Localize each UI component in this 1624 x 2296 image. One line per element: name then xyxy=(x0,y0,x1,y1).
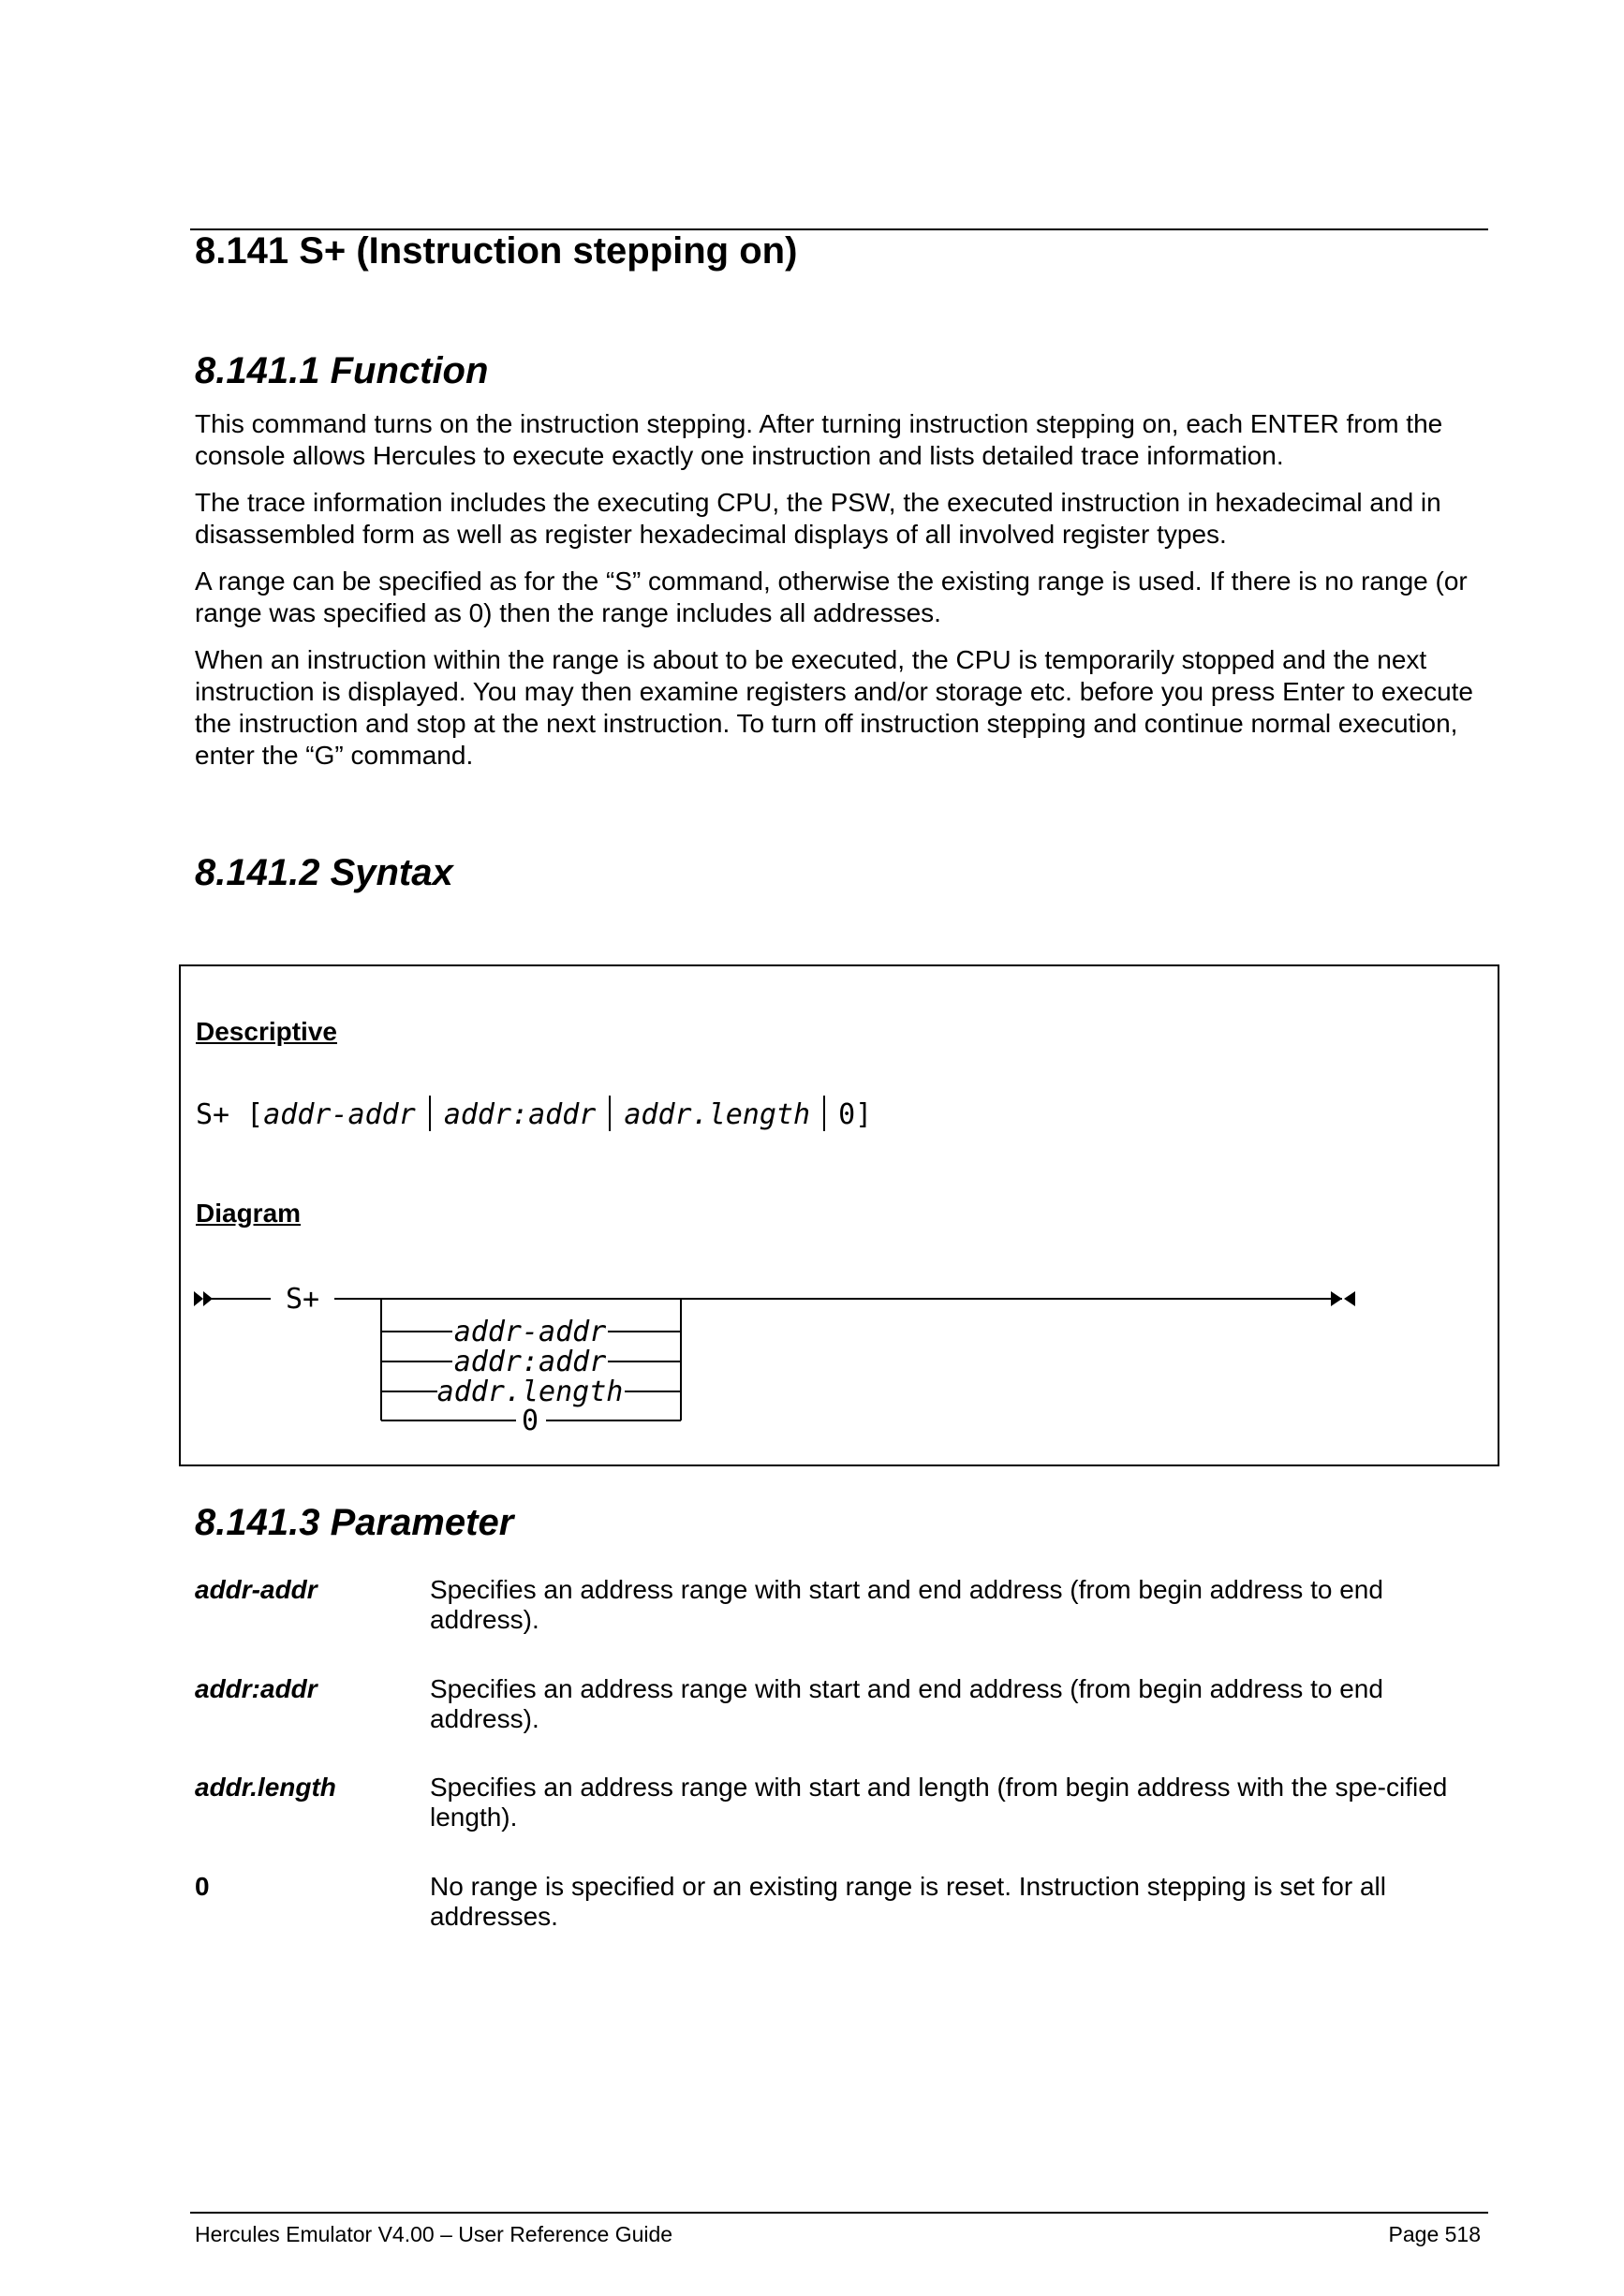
descriptive-label: Descriptive xyxy=(196,1017,337,1046)
diagram-option-addr-colon-addr: addr:addr xyxy=(453,1346,607,1378)
param-desc-addr-colon-addr: Specifies an address range with start and end address (from begin address to end address). xyxy=(430,1674,1383,1733)
diagram-option-zero: 0 xyxy=(521,1405,539,1437)
footer-page-number: Page 518 xyxy=(1388,2222,1481,2246)
param-desc-addr-addr: Specifies an address range with start and end address (from begin address to end address). xyxy=(430,1575,1383,1634)
function-paragraph-2: The trace information includes the executing CPU, the PSW, the executed instruction in hexadecimal and in disassembled form as well as register hexadecimal displays of all involved register types. xyxy=(195,488,1441,549)
diagram-command: S+ xyxy=(285,1283,320,1316)
param-term-addr-colon-addr: addr:addr xyxy=(195,1674,317,1703)
syntax-option-addr-colon-addr: addr:addr xyxy=(443,1098,597,1131)
syntax-diagram xyxy=(181,966,1498,1464)
end-arrow-icon xyxy=(1331,1291,1342,1306)
syntax-command: S+ [ xyxy=(196,1098,264,1131)
footer-rule xyxy=(190,2212,1488,2214)
diagram-option-addr-addr: addr-addr xyxy=(453,1316,607,1348)
start-arrow-icon xyxy=(194,1291,203,1306)
syntax-option-zero: 0] xyxy=(838,1098,873,1131)
function-heading: 8.141.1 Function xyxy=(195,350,489,391)
function-paragraph-1: This command turns on the instruction stepping. After turning instruction stepping on, each ENTER from the console allows Hercules to execute exactly one instruction and lists detailed trace information. xyxy=(195,409,1443,470)
diagram-label: Diagram xyxy=(196,1199,302,1228)
function-paragraph-3: A range can be specified as for the “S” command, otherwise the existing range is used. If there is no range (or range was specified as 0) then the range includes all addresses. xyxy=(195,567,1468,627)
param-term-addr-length: addr.length xyxy=(195,1773,336,1802)
syntax-option-addr-length: addr.length xyxy=(624,1098,811,1131)
syntax-option-addr-addr: addr-addr xyxy=(263,1098,416,1131)
syntax-heading: 8.141.2 Syntax xyxy=(195,852,453,893)
param-term-addr-addr: addr-addr xyxy=(195,1575,317,1604)
end-arrow-icon xyxy=(1344,1291,1355,1306)
parameter-heading: 8.141.3 Parameter xyxy=(195,1502,514,1543)
diagram-option-addr-length: addr.length xyxy=(436,1376,624,1408)
param-desc-zero: No range is specified or an existing range is reset. Instruction stepping is set for all addresses. xyxy=(430,1872,1386,1931)
param-desc-addr-length: Specifies an address range with start and length (from begin address with the spe-cified length). xyxy=(430,1773,1448,1832)
start-arrow-icon xyxy=(203,1291,213,1306)
section-title: 8.141 S+ (Instruction stepping on) xyxy=(195,230,798,272)
function-paragraph-4: When an instruction within the range is about to be executed, the CPU is temporarily stopped and the next instruction is displayed. You may then examine registers and/or storage etc. before you press Enter to execute the instruction and stop at the next instruction. To turn off instruction stepping and continue normal execution, enter the “G” command. xyxy=(195,645,1473,770)
param-term-zero: 0 xyxy=(195,1872,210,1901)
footer-title: Hercules Emulator V4.00 – User Reference Guide xyxy=(195,2222,673,2246)
syntax-box xyxy=(179,964,1499,1466)
